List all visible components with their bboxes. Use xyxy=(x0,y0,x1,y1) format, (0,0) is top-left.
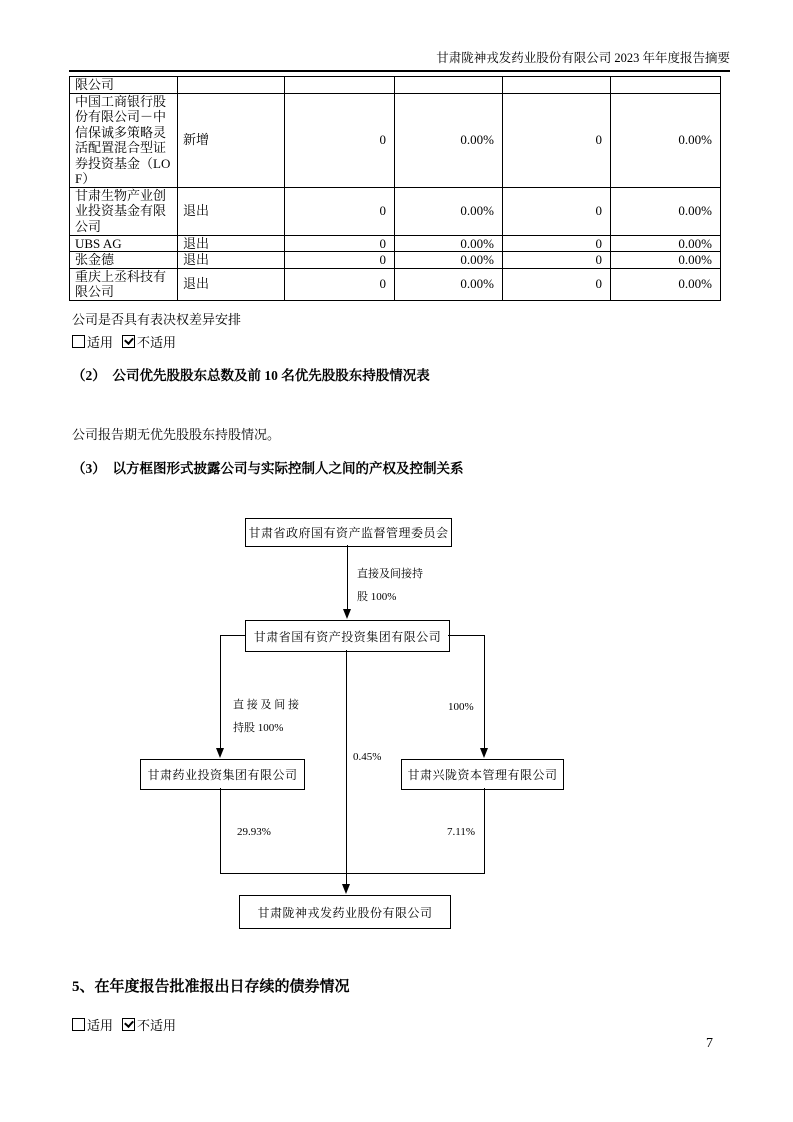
change-cell: 退出 xyxy=(178,252,285,269)
checkbox-checked-icon xyxy=(122,1018,135,1031)
org-node-left: 甘肃药业投资集团有限公司 xyxy=(140,759,305,790)
checkbox-checked-icon xyxy=(122,335,135,348)
section-heading-2: （2） 公司优先股股东总数及前 10 名优先股股东持股情况表 xyxy=(72,368,430,383)
connector-line xyxy=(220,635,221,749)
pct-cell: 0.00% xyxy=(611,187,721,235)
not-applicable-label: 不适用 xyxy=(137,1018,177,1033)
applicable-row xyxy=(72,335,176,350)
pct-cell: 0.00% xyxy=(611,235,721,252)
checkbox-unchecked-icon xyxy=(72,1018,85,1031)
shares-cell: 0 xyxy=(503,235,611,252)
voting-diff-question: 公司是否具有表决权差异安排 xyxy=(72,312,242,327)
edge-label: 直 接 及 间 接 xyxy=(233,699,299,711)
shareholder-name-cell: 限公司 xyxy=(70,77,178,94)
edge-label: 7.11% xyxy=(447,826,476,838)
edge-label: 0.45% xyxy=(353,751,382,763)
shares-cell: 0 xyxy=(285,93,395,187)
org-node-mid: 甘肃省国有资产投资集团有限公司 xyxy=(245,620,450,652)
change-cell: 退出 xyxy=(178,187,285,235)
shares-cell: 0 xyxy=(503,187,611,235)
pct-cell: 0.00% xyxy=(395,93,503,187)
arrow-down-icon xyxy=(480,748,488,758)
shares-cell: 0 xyxy=(503,93,611,187)
arrow-down-icon xyxy=(342,884,350,894)
connector-line xyxy=(220,788,221,873)
applicable-label: 适用 xyxy=(87,335,114,350)
applicable-row-bonds xyxy=(72,1018,176,1033)
checkbox-unchecked-icon xyxy=(72,335,85,348)
connector-line xyxy=(484,788,485,873)
shares-cell: 0 xyxy=(503,268,611,300)
change-cell: 新增 xyxy=(178,93,285,187)
connector-line xyxy=(346,650,347,885)
edge-label: 29.93% xyxy=(237,826,271,838)
arrow-down-icon xyxy=(343,609,351,619)
preferred-shareholding-note: 公司报告期无优先股股东持股情况。 xyxy=(72,427,281,442)
section-heading-5: 5、在年度报告批准报出日存续的债券情况 xyxy=(72,979,350,995)
pct-cell: 0.00% xyxy=(395,252,503,269)
header-title: 甘肃陇神戎发药业股份有限公司 2023 年年度报告摘要 xyxy=(436,51,730,65)
table-row xyxy=(70,235,721,252)
section-heading-3: （3） 以方框图形式披露公司与实际控制人之间的产权及控制关系 xyxy=(72,461,464,476)
applicable-label: 适用 xyxy=(87,1018,114,1033)
connector-line xyxy=(448,635,484,636)
shareholder-table xyxy=(69,76,721,301)
connector-line xyxy=(220,873,485,874)
shares-cell: 0 xyxy=(285,187,395,235)
org-node-right: 甘肃兴陇资本管理有限公司 xyxy=(401,759,564,790)
change-cell xyxy=(178,77,285,94)
pct-cell xyxy=(395,77,503,94)
pct-cell: 0.00% xyxy=(395,235,503,252)
shareholder-name-cell: UBS AG xyxy=(70,235,178,252)
shares-cell: 0 xyxy=(285,268,395,300)
pct-cell: 0.00% xyxy=(611,252,721,269)
connector-line xyxy=(347,545,348,610)
shareholder-name-cell: 中国工商银行股份有限公司－中信保诚多策略灵活配置混合型证券投资基金（LOF） xyxy=(70,93,178,187)
arrow-down-icon xyxy=(216,748,224,758)
pct-cell: 0.00% xyxy=(611,93,721,187)
pct-cell: 0.00% xyxy=(395,187,503,235)
change-cell: 退出 xyxy=(178,235,285,252)
pct-cell: 0.00% xyxy=(395,268,503,300)
org-node-bottom: 甘肃陇神戎发药业股份有限公司 xyxy=(239,895,451,929)
shareholder-name-cell: 张金德 xyxy=(70,252,178,269)
header-rule xyxy=(69,70,730,72)
change-cell: 退出 xyxy=(178,268,285,300)
table-row xyxy=(70,77,721,94)
shares-cell xyxy=(285,77,395,94)
connector-line xyxy=(484,635,485,749)
shares-cell: 0 xyxy=(285,235,395,252)
shares-cell: 0 xyxy=(285,252,395,269)
edge-label: 股 100% xyxy=(357,591,397,603)
not-applicable-label: 不适用 xyxy=(137,335,177,350)
shareholder-name-cell: 甘肃生物产业创业投资基金有限公司 xyxy=(70,187,178,235)
page-header xyxy=(69,48,730,66)
shareholder-name-cell: 重庆上丞科技有限公司 xyxy=(70,268,178,300)
connector-line xyxy=(220,635,245,636)
table-row xyxy=(70,252,721,269)
table-row xyxy=(70,93,721,187)
pct-cell: 0.00% xyxy=(611,268,721,300)
org-node-top: 甘肃省政府国有资产监督管理委员会 xyxy=(245,518,452,547)
shares-cell: 0 xyxy=(503,252,611,269)
shares-cell xyxy=(503,77,611,94)
edge-label: 直接及间接持 xyxy=(357,568,423,580)
page-number: 7 xyxy=(706,1036,713,1051)
edge-label: 100% xyxy=(448,701,474,713)
pct-cell xyxy=(611,77,721,94)
table-row xyxy=(70,187,721,235)
table-row xyxy=(70,268,721,300)
edge-label: 持股 100% xyxy=(233,722,284,734)
